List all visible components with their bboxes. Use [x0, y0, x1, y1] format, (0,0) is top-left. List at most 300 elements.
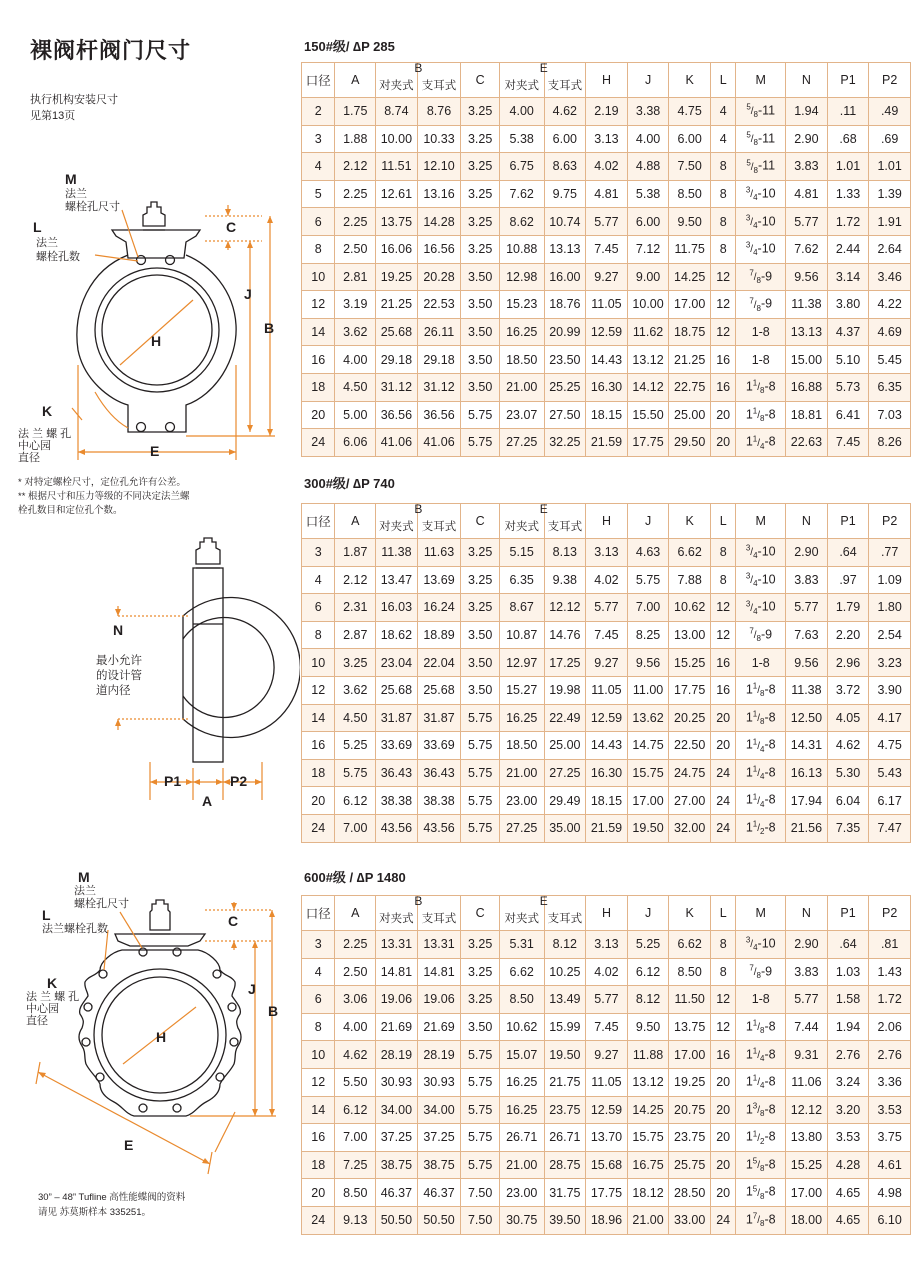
table-cell: 50.50 [376, 1206, 418, 1234]
table-cell: 19.06 [376, 986, 418, 1014]
table-cell: 29.49 [544, 787, 586, 815]
table-cell: 31.75 [544, 1179, 586, 1207]
header-wafer: E 对夹式 [499, 896, 544, 931]
table-cell: 18.12 [627, 1179, 669, 1207]
table-cell: 15.00 [786, 346, 828, 374]
table-row [302, 649, 911, 677]
table-cell: 3.50 [461, 263, 500, 291]
svg-text:的设计管: 的设计管 [96, 670, 142, 682]
table-cell: 3.20 [827, 1096, 869, 1124]
table-cell: 4.81 [786, 180, 828, 208]
header-j: J [627, 504, 669, 539]
header-l: L [710, 896, 735, 931]
table-cell: $^7/_8-9$ [736, 291, 786, 319]
table-cell: 11.51 [376, 153, 418, 181]
header-b: B [414, 502, 423, 516]
table-cell: 8.50 [335, 1179, 376, 1207]
table-cell: 20.99 [544, 318, 586, 346]
bottom-note: 30” – 48” Tufline 高性能蝶阀的资料 请见 苏莫斯样本 335251。 [38, 1192, 186, 1218]
dim-p1-label: P1 [164, 773, 182, 789]
table-cell: 3.83 [786, 958, 828, 986]
table-cell: 20 [710, 1124, 735, 1152]
table-cell: 21.56 [786, 814, 828, 842]
header-b: B [414, 61, 423, 75]
table-cell: 16 [302, 346, 335, 374]
table-cell: 10.74 [544, 208, 586, 236]
table-cell: 25.75 [669, 1151, 711, 1179]
table-cell: 1.75 [335, 98, 376, 126]
table-cell: 8.50 [669, 958, 711, 986]
table-cell: 34.00 [376, 1096, 418, 1124]
table-cell: $1^5/_8-8$ [736, 1179, 786, 1207]
table-cell: 17.75 [627, 429, 669, 457]
table-row [302, 814, 911, 842]
table-cell: 25.68 [417, 676, 461, 704]
table-cell: 18.96 [586, 1206, 628, 1234]
table-cell: 13.70 [586, 1124, 628, 1152]
table-cell: 5.77 [786, 208, 828, 236]
table-cell: 5.43 [869, 759, 911, 787]
table-cell: 4.02 [586, 566, 628, 594]
table-cell: 5.75 [461, 759, 500, 787]
table-cell: 8.74 [376, 98, 418, 126]
header-m: M [736, 896, 786, 931]
table-cell: 19.25 [669, 1068, 711, 1096]
table-cell: 7.50 [669, 153, 711, 181]
header-lug: 支耳式 [544, 504, 586, 539]
svg-text:道内径: 道内径 [96, 685, 131, 697]
table-cell: 36.43 [417, 759, 461, 787]
table-cell: 9.56 [786, 649, 828, 677]
table-cell: 12.61 [376, 180, 418, 208]
table-cell: 13.49 [544, 986, 586, 1014]
table-cell: 3.24 [827, 1068, 869, 1096]
table-cell: 26.11 [417, 318, 461, 346]
table-cell: 7.25 [335, 1151, 376, 1179]
table-cell: 37.25 [417, 1124, 461, 1152]
svg-text:法 兰 螺 孔: 法 兰 螺 孔 [26, 991, 80, 1003]
table-cell: 12.59 [586, 318, 628, 346]
table-cell: 3.19 [335, 291, 376, 319]
table-cell: 4 [710, 98, 735, 126]
table-cell: 11.00 [627, 676, 669, 704]
table-cell: 16 [302, 1124, 335, 1152]
table-class-600 [301, 895, 911, 1235]
dim-a-label: A [202, 793, 213, 809]
table-cell: 7.62 [786, 235, 828, 263]
header-p2: P2 [869, 63, 911, 98]
table-cell: 3.25 [461, 153, 500, 181]
header-lug: 支耳式 [417, 504, 461, 539]
table-cell: 3.80 [827, 291, 869, 319]
table-cell: 8.76 [417, 98, 461, 126]
header-c: C [461, 896, 500, 931]
table-cell: 6 [302, 986, 335, 1014]
table-cell: 2.87 [335, 621, 376, 649]
lug-dim-l-label: L [42, 907, 51, 923]
table-cell: 14.31 [786, 732, 828, 760]
table-row [302, 1096, 911, 1124]
table-cell: 4.81 [586, 180, 628, 208]
table-cell: 2.12 [335, 153, 376, 181]
table-cell: 11.38 [376, 539, 418, 567]
table-cell: 5.38 [499, 125, 544, 153]
table-cell: 16.13 [786, 759, 828, 787]
table-cell: 2.20 [827, 621, 869, 649]
table-cell: 9.75 [544, 180, 586, 208]
table-cell: 1.80 [869, 594, 911, 622]
table-cell: 18.50 [499, 346, 544, 374]
table-cell: 16 [710, 676, 735, 704]
table-row [302, 594, 911, 622]
table-cell: 8.12 [544, 931, 586, 959]
header-k: K [669, 896, 711, 931]
table-cell: 7.35 [827, 814, 869, 842]
table-row [302, 704, 911, 732]
table-cell: 14.28 [417, 208, 461, 236]
table-cell: 22.49 [544, 704, 586, 732]
table-150-title: 150#级/ ∆P 285 [304, 39, 395, 54]
table-cell: 6.35 [869, 373, 911, 401]
table-cell: 7.45 [586, 1013, 628, 1041]
table-cell: 29.50 [669, 429, 711, 457]
table-cell: 1.88 [335, 125, 376, 153]
table-cell: 25.00 [544, 732, 586, 760]
header-lug: 支耳式 [417, 63, 461, 98]
table-cell: 20 [710, 1096, 735, 1124]
table-cell: 2.64 [869, 235, 911, 263]
svg-text:法 兰 螺 孔: 法 兰 螺 孔 [18, 428, 72, 440]
table-cell: 3.25 [461, 539, 500, 567]
table-row [302, 125, 911, 153]
table-cell: 9.31 [786, 1041, 828, 1069]
table-cell: 21.25 [376, 291, 418, 319]
table-cell: 12.98 [499, 263, 544, 291]
table-cell: 4.00 [335, 346, 376, 374]
table-cell: 46.37 [417, 1179, 461, 1207]
table-cell: 3.50 [461, 318, 500, 346]
table-cell: .69 [869, 125, 911, 153]
table-cell: 12.12 [544, 594, 586, 622]
table-cell: 3.25 [461, 566, 500, 594]
dim-p2-label: P2 [230, 773, 248, 789]
table-row [302, 732, 911, 760]
table-cell: 14.81 [376, 958, 418, 986]
table-cell: 28.19 [376, 1041, 418, 1069]
table-cell: 12.59 [586, 704, 628, 732]
table-cell: $^3/_4-10$ [736, 566, 786, 594]
table-cell: 5.31 [499, 931, 544, 959]
table-cell: $1^1/_4-8$ [736, 1068, 786, 1096]
header-n: N [786, 63, 828, 98]
table-cell: 11.38 [786, 676, 828, 704]
table-cell: $1^1/_4-8$ [736, 1041, 786, 1069]
table-cell: 7.00 [335, 814, 376, 842]
table-cell: 25.68 [376, 318, 418, 346]
table-cell: 6.62 [669, 931, 711, 959]
table-cell: 2.50 [335, 958, 376, 986]
table-cell: 14 [302, 704, 335, 732]
table-cell: 7.03 [869, 401, 911, 429]
table-cell: 7.88 [669, 566, 711, 594]
table-cell: 18.50 [499, 732, 544, 760]
table-cell: 14.76 [544, 621, 586, 649]
table-cell: 26.71 [544, 1124, 586, 1152]
table-cell: 34.00 [417, 1096, 461, 1124]
table-cell: 4.17 [869, 704, 911, 732]
table-cell: $1^1/_8-8$ [736, 1013, 786, 1041]
table-cell: 3 [302, 125, 335, 153]
table-cell: 15.27 [499, 676, 544, 704]
table-cell: 16.25 [499, 318, 544, 346]
table-cell: 16.25 [499, 1096, 544, 1124]
table-row [302, 208, 911, 236]
table-cell: 6.75 [499, 153, 544, 181]
table-cell: 3.25 [461, 594, 500, 622]
table-cell: 1.79 [827, 594, 869, 622]
table-cell: 21.25 [669, 346, 711, 374]
table-cell: 4.65 [827, 1179, 869, 1207]
header-j: J [627, 63, 669, 98]
table-cell: 5.45 [869, 346, 911, 374]
table-cell: 6.06 [335, 429, 376, 457]
table-cell: .49 [869, 98, 911, 126]
table-cell: 7.50 [461, 1206, 500, 1234]
table-cell: 1.72 [827, 208, 869, 236]
table-cell: 2.90 [786, 539, 828, 567]
table-cell: 25.00 [669, 401, 711, 429]
table-cell: 6.62 [669, 539, 711, 567]
svg-text:中心园: 中心园 [18, 440, 51, 452]
header-size: 口径 [302, 63, 335, 98]
table-cell: 28.19 [417, 1041, 461, 1069]
table-cell: $^5/_8-11$ [736, 98, 786, 126]
table-cell: 5.75 [461, 1068, 500, 1096]
table-cell: 3.53 [827, 1124, 869, 1152]
table-cell: 8 [710, 566, 735, 594]
table-cell: 43.56 [376, 814, 418, 842]
table-cell: 14.43 [586, 346, 628, 374]
table-cell: 16 [710, 346, 735, 374]
footnotes: * 对特定螺栓尺寸，定位孔允许有公差。 ** 根据尺寸和压力等级的不同决定法兰螺 栓孔数目和定位孔个数。 [18, 477, 190, 516]
table-cell: 2.76 [827, 1041, 869, 1069]
table-cell: 11.05 [586, 1068, 628, 1096]
table-cell: 17.00 [627, 787, 669, 815]
table-cell: 26.71 [499, 1124, 544, 1152]
table-cell: 19.25 [376, 263, 418, 291]
table-cell: 5.10 [827, 346, 869, 374]
table-cell: 12.12 [786, 1096, 828, 1124]
table-cell: 4.61 [869, 1151, 911, 1179]
table-cell: 4.05 [827, 704, 869, 732]
table-cell: 21.00 [499, 759, 544, 787]
table-cell: 2.19 [586, 98, 628, 126]
table-cell: 20 [710, 704, 735, 732]
dim-j-label: J [244, 286, 252, 302]
table-cell: 2.90 [786, 931, 828, 959]
table-cell: 17.00 [786, 1179, 828, 1207]
table-cell: 12 [710, 594, 735, 622]
table-cell: 18.81 [786, 401, 828, 429]
table-cell: 3.46 [869, 263, 911, 291]
table-cell: 1-8 [736, 318, 786, 346]
wafer-valve-diagram [0, 160, 300, 470]
table-cell: 24 [710, 814, 735, 842]
table-cell: 18.75 [669, 318, 711, 346]
table-cell: 16.24 [417, 594, 461, 622]
table-cell: 27.25 [544, 759, 586, 787]
table-cell: 23.50 [544, 346, 586, 374]
table-cell: 8 [710, 208, 735, 236]
table-cell: $^3/_4-10$ [736, 931, 786, 959]
table-cell: 9.27 [586, 1041, 628, 1069]
table-cell: 6.00 [544, 125, 586, 153]
header-lug: 支耳式 [544, 896, 586, 931]
table-cell: 4 [710, 125, 735, 153]
table-cell: 9.50 [669, 208, 711, 236]
table-cell: 12 [710, 263, 735, 291]
table-row [302, 787, 911, 815]
table-cell: 11.06 [786, 1068, 828, 1096]
table-cell: 5.00 [335, 401, 376, 429]
table-cell: 21.00 [499, 1151, 544, 1179]
table-cell: 15.75 [627, 759, 669, 787]
header-size: 口径 [302, 504, 335, 539]
table-cell: 8.26 [869, 429, 911, 457]
table-cell: .81 [869, 931, 911, 959]
table-cell: 2.12 [335, 566, 376, 594]
table-class-300 [301, 503, 911, 843]
dim-b-label: B [264, 320, 275, 336]
table-row [302, 1206, 911, 1234]
table-cell: 2.44 [827, 235, 869, 263]
table-cell: 23.04 [376, 649, 418, 677]
header-c: C [461, 63, 500, 98]
table-cell: 33.69 [417, 732, 461, 760]
table-cell: 16 [302, 732, 335, 760]
table-cell: 11.63 [417, 539, 461, 567]
table-cell: 20.25 [669, 704, 711, 732]
table-cell: 9.38 [544, 566, 586, 594]
table-cell: 23.75 [669, 1124, 711, 1152]
table-cell: 1.33 [827, 180, 869, 208]
table-cell: 10.62 [499, 1013, 544, 1041]
header-e: E [539, 894, 548, 908]
svg-text:中心园: 中心园 [26, 1003, 59, 1015]
table-cell: 4.22 [869, 291, 911, 319]
table-cell: 3.50 [461, 291, 500, 319]
table-cell: 18.15 [586, 401, 628, 429]
table-cell: 36.43 [376, 759, 418, 787]
table-cell: 10.33 [417, 125, 461, 153]
table-cell: 16 [710, 1041, 735, 1069]
table-cell: 20 [710, 1179, 735, 1207]
table-cell: 3.25 [461, 235, 500, 263]
table-cell: 16.25 [499, 704, 544, 732]
table-cell: 29.18 [376, 346, 418, 374]
header-l: L [710, 63, 735, 98]
table-cell: 13.69 [417, 566, 461, 594]
table-cell: 3.25 [461, 98, 500, 126]
table-cell: 3 [302, 539, 335, 567]
table-cell: 3.25 [335, 649, 376, 677]
svg-text:法兰: 法兰 [36, 237, 58, 249]
lug-dim-b-label: B [268, 1003, 279, 1019]
table-cell: 10 [302, 649, 335, 677]
table-cell: 16 [710, 649, 735, 677]
table-row [302, 986, 911, 1014]
table-cell: 5.75 [461, 1041, 500, 1069]
table-cell: 15.75 [627, 1124, 669, 1152]
header-size: 口径 [302, 896, 335, 931]
table-cell: 11.05 [586, 291, 628, 319]
table-cell: 32.25 [544, 429, 586, 457]
table-cell: 36.56 [417, 401, 461, 429]
table-cell: 36.56 [376, 401, 418, 429]
table-cell: 23.75 [544, 1096, 586, 1124]
table-cell: 12 [302, 676, 335, 704]
header-h: H [586, 504, 628, 539]
table-row [302, 1041, 911, 1069]
table-cell: 20 [710, 401, 735, 429]
table-cell: 1-8 [736, 986, 786, 1014]
table-cell: 10.62 [669, 594, 711, 622]
header-wafer: B 对夹式 [376, 896, 418, 931]
page-title: 裸阀杆阀门尺寸 [30, 38, 192, 63]
table-cell: 38.75 [417, 1151, 461, 1179]
table-cell: 2.31 [335, 594, 376, 622]
table-cell: 5.75 [461, 814, 500, 842]
header-wafer: E 对夹式 [499, 504, 544, 539]
table-cell: 8 [710, 180, 735, 208]
table-cell: 4.00 [499, 98, 544, 126]
table-cell: 8.63 [544, 153, 586, 181]
table-cell: 12.59 [586, 1096, 628, 1124]
table-cell: 41.06 [376, 429, 418, 457]
table-cell: 6.10 [869, 1206, 911, 1234]
table-cell: 10.88 [499, 235, 544, 263]
table-cell: 4 [302, 958, 335, 986]
svg-text:法兰: 法兰 [65, 188, 87, 200]
table-cell: 5.30 [827, 759, 869, 787]
table-cell: 23.00 [499, 787, 544, 815]
table-cell: 14.75 [627, 732, 669, 760]
table-cell: 38.38 [417, 787, 461, 815]
table-cell: 1.91 [869, 208, 911, 236]
table-cell: 7.45 [586, 621, 628, 649]
table-cell: 4.88 [627, 153, 669, 181]
table-cell: 17.25 [544, 649, 586, 677]
table-cell: 20 [710, 732, 735, 760]
table-cell: 21.69 [417, 1013, 461, 1041]
table-cell: 5.75 [461, 704, 500, 732]
table-cell: 5.77 [786, 594, 828, 622]
table-cell: 16.00 [544, 263, 586, 291]
table-cell: 12.10 [417, 153, 461, 181]
table-cell: 20 [710, 1068, 735, 1096]
table-cell: 3.72 [827, 676, 869, 704]
table-cell: 12 [302, 291, 335, 319]
table-cell: 21.00 [627, 1206, 669, 1234]
table-cell: 20 [710, 429, 735, 457]
table-cell: 19.06 [417, 986, 461, 1014]
table-cell: 3.25 [461, 125, 500, 153]
table-cell: $1^1/_8-8$ [736, 401, 786, 429]
table-cell: 33.69 [376, 732, 418, 760]
table-cell: 3.62 [335, 318, 376, 346]
header-wafer: B 对夹式 [376, 63, 418, 98]
table-cell: 8 [710, 931, 735, 959]
